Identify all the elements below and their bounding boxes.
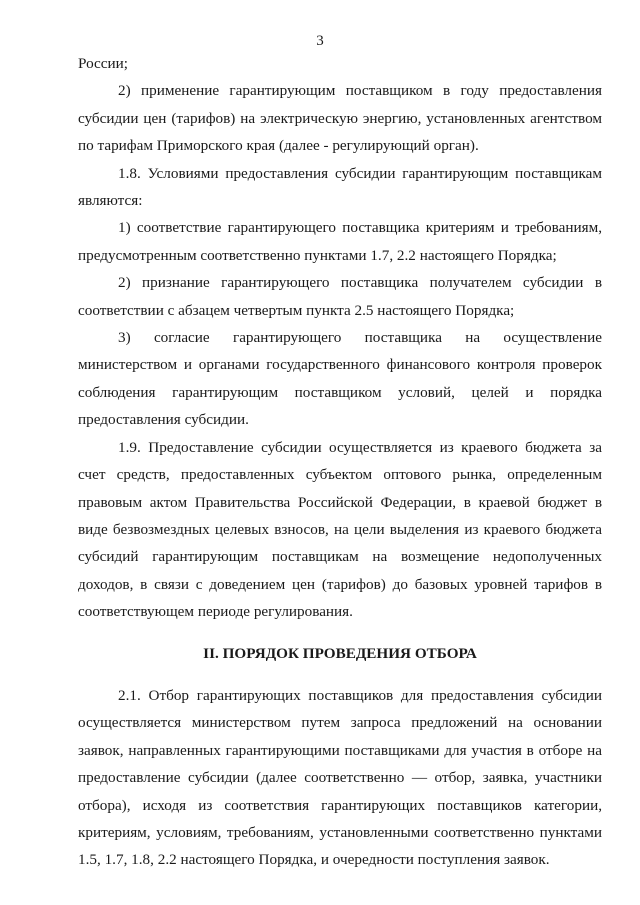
document-body xyxy=(78,50,602,874)
paragraph-continuation: России; xyxy=(78,55,128,72)
paragraphs-top xyxy=(78,50,602,626)
paragraph-2-1: 2.1. Отбор гарантирующих поставщиков для предоставления субсидии осуществляется министерством путем запроса предложений на основании заявок, направленных гарантирующими поставщиками для участия в отборе на предоставление субсидии (далее соответственно — отбор, заявка, участники отбора), исходя из соответствия гарантирующих поставщиков категории, критериям, условиям, требованиям, установленными соответственно пунктами 1.5, 1.7, 1.8, 2.2 настоящего Порядка, и очередности поступления заявок. xyxy=(78,686,602,869)
paragraph-condition-2: 2) признание гарантирующего поставщика получателем субсидии в соответствии с абзацем четвертым пункта 2.5 настоящего Порядка; xyxy=(78,274,602,319)
paragraph-item-2-tariffs: 2) применение гарантирующим поставщиком в году предоставления субсидии цен (тарифов) на электрическую энергию, установленных агентством по тарифам Приморского края (далее - регулирующий орган). xyxy=(78,82,602,155)
section-heading: II. ПОРЯДОК ПРОВЕДЕНИЯ ОТБОРА xyxy=(203,644,477,662)
paragraph-condition-3: 3) согласие гарантирующего поставщика на осуществление министерством и органами государственного финансового контроля проверок соблюдения гарантирующим поставщиком условий, целей и порядка предоставления субсидии. xyxy=(78,329,602,429)
paragraph-1-8: 1.8. Условиями предоставления субсидии гарантирующим поставщикам являются: xyxy=(78,164,602,210)
paragraphs-bottom xyxy=(78,682,602,874)
paragraph-1-9: 1.9. Предоставление субсидии осуществляется из краевого бюджета за счет средств, предоставленных субъектом оптового рынка, определенным правовым актом Правительства Российской Федерации, в краевой бюджет в виде безвозмездных целевых взносов, на цели выделения из краевого бюджета субсидий гарантирующим поставщикам на возмещение недополученных доходов, в связи с доведением цен (тарифов) до базовых уровней тарифов в соответствующем периоде регулирования. xyxy=(78,438,602,621)
page-number: 3 xyxy=(316,33,324,49)
paragraph-condition-1: 1) соответствие гарантирующего поставщика критериям и требованиям, предусмотренным соответственно пунктами 1.7, 2.2 настоящего Порядка; xyxy=(78,219,602,264)
